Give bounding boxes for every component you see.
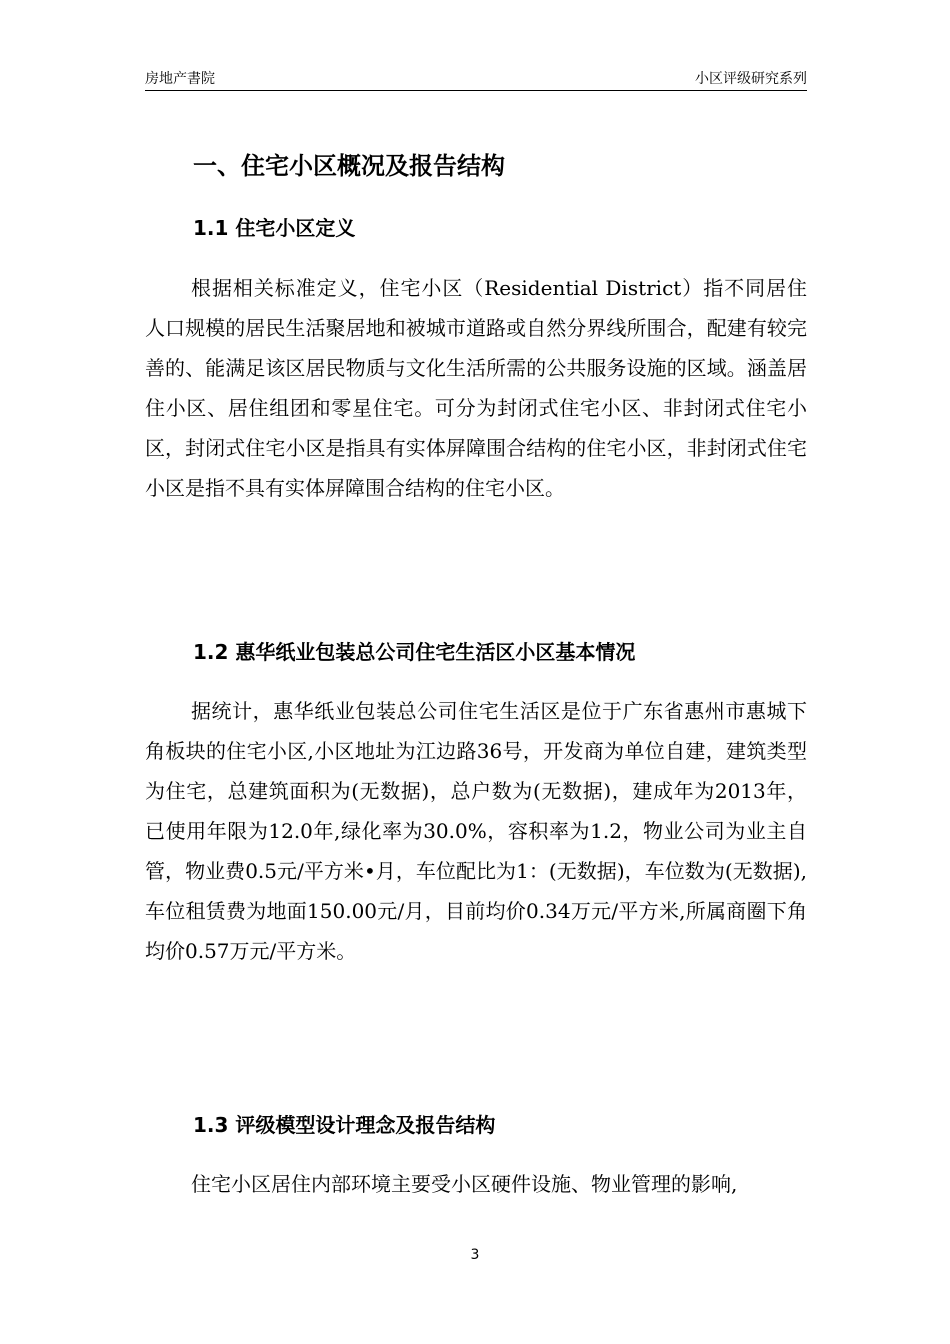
header-publisher: 房地产書院 <box>145 71 215 87</box>
page-header <box>145 64 807 91</box>
paragraph-basic-info: 据统计，惠华纸业包装总公司住宅生活区是位于广东省惠州市惠城下角板块的住宅小区,小区地址为江边路36号，开发商为单位自建，建筑类型为住宅，总建筑面积为(无数据)，总户数为(无数据)，建成年为2013年，已使用年限为12.0年,绿化率为30.0%，容积率为1.2，物业公司为业主自管，物业费0.5元/平方米•月，车位配比为1：(无数据)，车位数为(无数据),车位租赁费为地面150.00元/月，目前均价0.34万元/平方米,所属商圈下角均价0.57万元/平方米。 <box>145 699 807 963</box>
header-series-title: 小区评级研究系列 <box>695 71 807 87</box>
subsection-title-1-2: 1.2 惠华纸业包装总公司住宅生活区小区基本情况 <box>193 640 636 664</box>
paragraph-definition: 根据相关标准定义，住宅小区（Residential District）指不同居住人口规模的居民生活聚居地和被城市道路或自然分界线所围合，配建有较完善的、能满足该区居民物质与文化生活所需的公共服务设施的区域。涵盖居住小区、居住组团和零星住宅。可分为封闭式住宅小区、非封闭式住宅小区，封闭式住宅小区是指具有实体屏障围合结构的住宅小区，非封闭式住宅小区是指不具有实体屏障围合结构的住宅小区。 <box>145 276 807 500</box>
page-number: 3 <box>470 1247 480 1263</box>
subsection-title-1-1: 1.1 住宅小区定义 <box>193 216 356 240</box>
paragraph-rating-model: 住宅小区居住内部环境主要受小区硬件设施、物业管理的影响, <box>191 1172 738 1196</box>
subsection-title-1-3: 1.3 评级模型设计理念及报告结构 <box>193 1113 496 1137</box>
section-title: 一、住宅小区概况及报告结构 <box>193 152 505 180</box>
